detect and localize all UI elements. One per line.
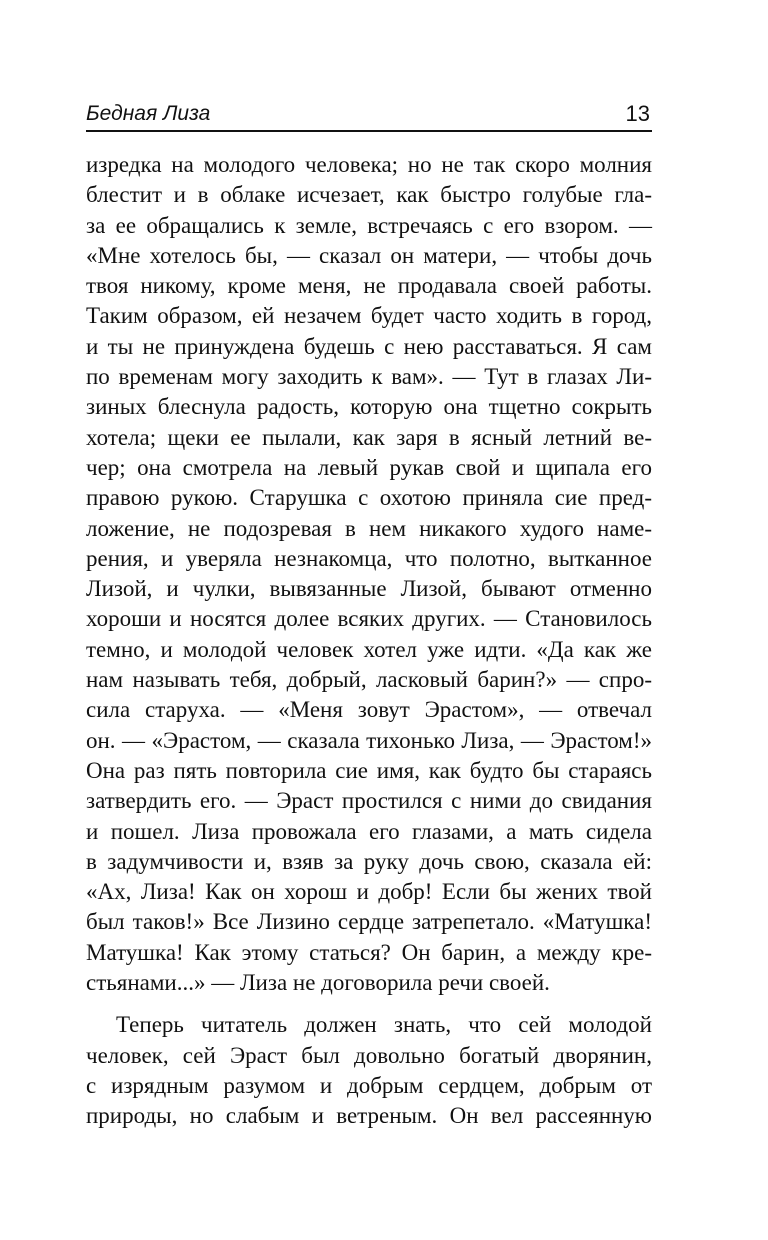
text-line: Она раз пять повторила сие имя, как будто бы стараясь	[86, 757, 652, 783]
text-line: за ее обращались к земле, встречаясь с его взором. —	[86, 212, 652, 238]
page-number: 13	[625, 101, 650, 126]
text-line: чер; она смотрела на левый рукав свой и щипала его	[86, 454, 652, 480]
text-line: человек, сей Эраст был довольно богатый дворянин,	[86, 1042, 652, 1068]
text-line: Лизой, и чулки, вывязанные Лизой, бывают отменно	[86, 576, 652, 602]
text-line: он. — «Эрастом, — сказала тихонько Лиза, — Эрастом!»	[86, 727, 652, 753]
text-line: ложение, не подозревая в нем никакого худого наме-	[86, 515, 652, 541]
text-line: по временам могу заходить к вам». — Тут в глазах Ли-	[86, 364, 652, 390]
text-line: природы, но слабым и ветреным. Он вел рассеянную	[86, 1103, 652, 1129]
text-line: Теперь читатель должен знать, что сей молодой	[116, 1012, 652, 1038]
running-title: Бедная Лиза	[86, 102, 211, 125]
text-line: сила старуха. — «Меня зовут Эрастом», — отвечал	[86, 697, 652, 723]
text-line: рения, и уверяла незнакомца, что полотно, вытканное	[86, 545, 652, 571]
text-line: и пошел. Лиза провожала его глазами, а мать сидела	[86, 818, 652, 844]
text-line: Матушка! Как этому статься? Он барин, а между кре-	[86, 939, 652, 965]
paragraph-spacer	[86, 998, 652, 1010]
text-line: темно, и молодой человек хотел уже идти. «Да как же	[86, 636, 652, 662]
text-line: правою рукою. Старушка с охотою приняла сие пред-	[86, 485, 652, 511]
text-line: хотела; щеки ее пылали, как заря в ясный летний ве-	[86, 424, 652, 450]
text-line: блестит и в облаке исчезает, как быстро голубые гла-	[86, 182, 652, 208]
text-line: в задумчивости и, взяв за руку дочь свою, сказала ей:	[86, 848, 652, 874]
text-line: с изрядным разумом и добрым сердцем, добрым от	[86, 1072, 652, 1098]
running-header	[86, 100, 652, 132]
text-line: нам называть тебя, добрый, ласковый барин?» — спро-	[86, 667, 652, 693]
text-line: «Ах, Лиза! Как он хорош и добр! Если бы жених твой	[86, 879, 652, 905]
text-line: «Мне хотелось бы, — сказал он матери, — чтобы дочь	[86, 242, 652, 268]
text-line: затвердить его. — Эраст простился с ними до свидания	[86, 788, 652, 814]
paragraph	[86, 150, 652, 998]
text-line: и ты не принуждена будешь с нею расставаться. Я сам	[86, 333, 652, 359]
paragraph	[86, 1010, 652, 1131]
text-body	[86, 150, 652, 1132]
text-line: твоя никому, кроме меня, не продавала своей работы.	[86, 273, 652, 299]
text-line: зиных блеснула радость, которую она тщетно сокрыть	[86, 394, 652, 420]
text-line: Таким образом, ей незачем будет часто ходить в город,	[86, 303, 652, 329]
text-line: был таков!» Все Лизино сердце затрепетало. «Матушка!	[86, 909, 652, 935]
text-line: хороши и носятся долее всяких других. — Становилось	[86, 606, 652, 632]
text-line: изредка на молодого человека; но не так скоро молния	[86, 152, 652, 177]
text-line: стьянами...» — Лиза не договорила речи своей.	[86, 970, 550, 996]
